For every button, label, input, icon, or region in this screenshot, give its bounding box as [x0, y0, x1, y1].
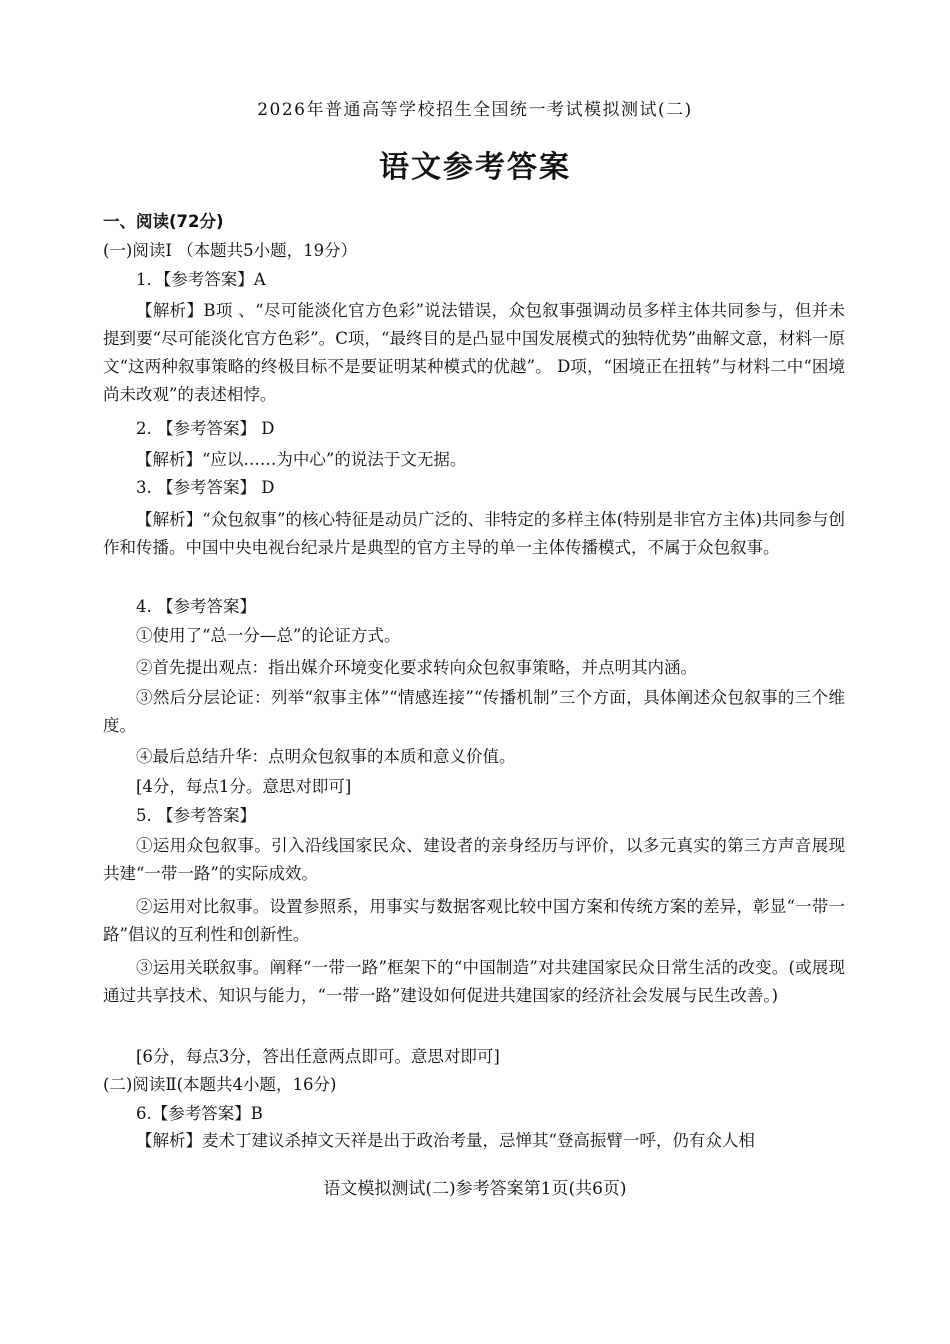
q1-analysis: 【解析】B项 、“尽可能淡化官方色彩”说法错误，众包叙事强调动员多样主体共同参与，但并未提到要“尽可能淡化官方色彩”。C项，“最终目的是凸显中国发展模式的独特优势”曲解文意，材料一原文“这两种叙事策略的终极目标不是要证明某种模式的优越”。 D项，“困境正在扭转”与材料二中“困境尚未改观”的表述相悖。	[103, 301, 845, 404]
page-footer: 语文模拟测试(二)参考答案第1页(共6页)	[323, 1179, 627, 1199]
q3-analysis: 【解析】“众包叙事”的核心特征是动员广泛的、非特定的多样主体(特别是非官方主体)共同参与创作和传播。中国中央电视台纪录片是典型的官方主导的单一主体传播模式，不属于众包叙事。	[103, 510, 845, 557]
q4-point-3: ③然后分层论证：列举“叙事主体”“情感连接”“传播机制”三个方面，具体阐述众包叙事的三个维度。	[103, 688, 845, 735]
exam-title: 2026年普通高等学校招生全国统一考试模拟测试(二)	[257, 100, 693, 120]
q4-point-1: ①使用了“总一分—总”的论证方式。	[136, 626, 401, 645]
q5-point-3: ③运用关联叙事。阐释“一带一路”框架下的“中国制造”对共建国家民众日常生活的改变。(或展现通过共享技术、知识与能力，“一带一路”建设如何促进共建国家的经济社会发展与民生改善。)	[103, 958, 845, 1005]
subsection-reading-1: (一)阅读I （本题共5小题，19分）	[103, 241, 358, 260]
q4-answer: 4. 【参考答案】	[136, 597, 256, 616]
q5-answer: 5. 【参考答案】	[136, 806, 256, 825]
q4-score-note: [4分，每点1分。意思对即可]	[136, 777, 352, 796]
q2-analysis: 【解析】“应以……为中心”的说法于文无据。	[136, 450, 467, 469]
q3-answer: 3. 【参考答案】 D	[136, 478, 275, 497]
section-heading-reading: 一、阅读(72分)	[103, 212, 224, 231]
q4-point-2: ②首先提出观点：指出媒介环境变化要求转向众包叙事策略，并点明其内涵。	[136, 658, 697, 677]
q4-point-4: ④最后总结升华：点明众包叙事的本质和意义价值。	[136, 747, 516, 766]
q5-score-note: [6分，每点3分，答出任意两点即可。意思对即可]	[136, 1047, 500, 1066]
q5-point-1: ①运用众包叙事。引入沿线国家民众、建设者的亲身经历与评价，以多元真实的第三方声音展现共建“一带一路”的实际成效。	[103, 836, 845, 883]
q1-answer: 1．【参考答案】A	[136, 270, 266, 289]
q5-point-2: ②运用对比叙事。设置参照系，用事实与数据客观比较中国方案和传统方案的差异，彰显“一带一路”倡议的互利性和创新性。	[103, 897, 845, 944]
q6-analysis: 【解析】麦术丁建议杀掉文天祥是出于政治考量，忌惮其“登高振臂一呼，仍有众人相	[136, 1131, 755, 1150]
subsection-reading-2: (二)阅读Ⅱ(本题共4小题，16分)	[103, 1075, 337, 1094]
q6-answer: 6.【参考答案】B	[136, 1104, 263, 1123]
q2-answer: 2. 【参考答案】 D	[136, 419, 275, 438]
page-title: 语文参考答案	[379, 150, 571, 185]
